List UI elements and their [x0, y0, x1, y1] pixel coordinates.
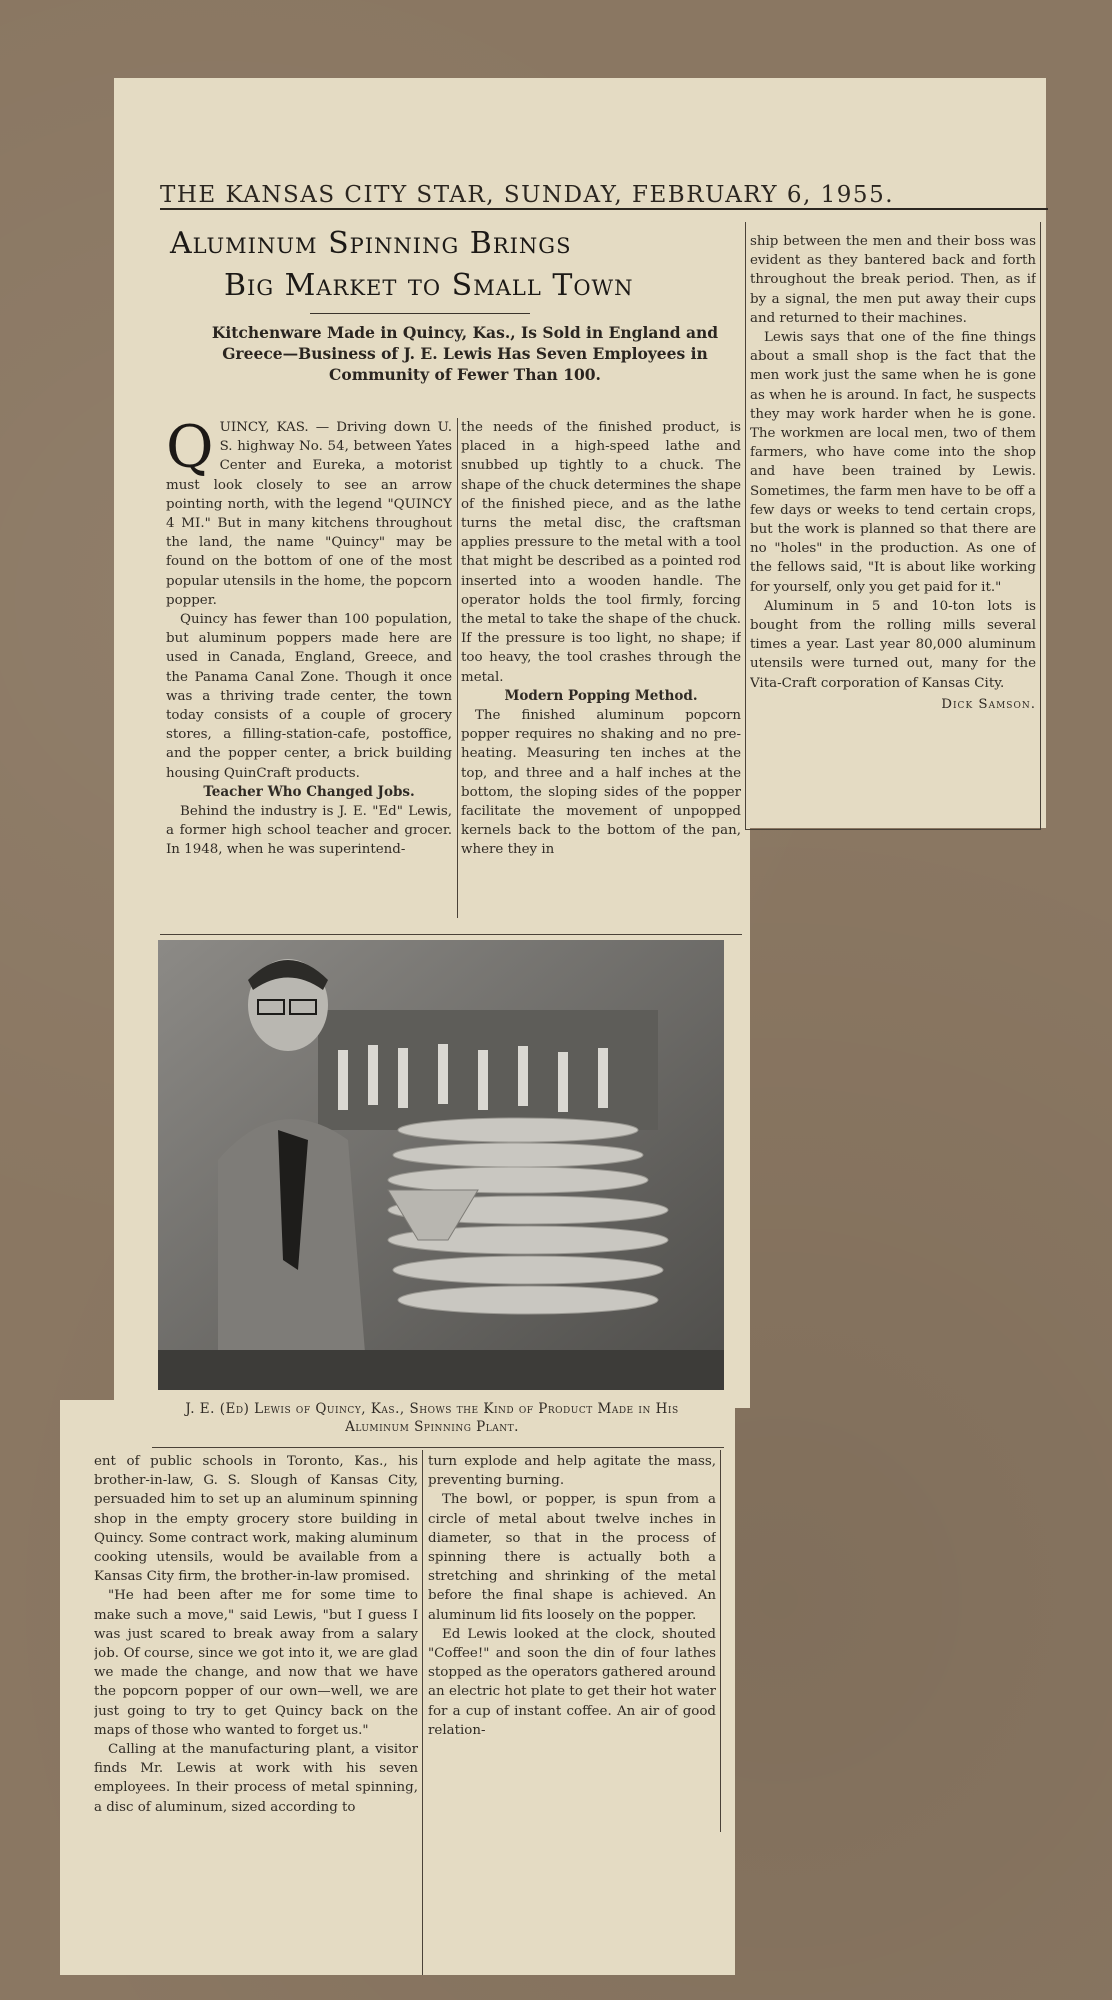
photo-top-rule [160, 934, 742, 935]
headline-line-2: Big Market to Small Town [224, 268, 634, 303]
article-column-1 [166, 418, 452, 928]
paragraph: Aluminum in 5 and 10-ton lots is bought from the rolling mills several times a year. Last year 80,000 aluminum utensils were turned out, many for the Vita-Craft corporation of Kansas City. [750, 598, 1036, 691]
paragraph: Calling at the manufacturing plant, a visitor finds Mr. Lewis at work with his seven employees. In their process of metal spinning, a disc of aluminum, sized according to [94, 1742, 418, 1815]
article-column-2 [461, 418, 741, 928]
caption-bottom-rule [152, 1447, 724, 1448]
photo-illustration [158, 940, 724, 1390]
paragraph: The bowl, or popper, is spun from a circle of metal about twelve inches in diameter, so that in the process of spinning there is actually both a stretching and shrinking of the metal before the final shape is achieved. An aluminum lid fits loosely on the popper. [428, 1492, 716, 1623]
article-column-5 [428, 1452, 716, 1830]
article-column-3 [750, 232, 1036, 826]
paragraph: Ed Lewis looked at the clock, shouted "Coffee!" and soon the din of four lathes stopped as the operators gathered around an electric hot plate to get their hot water for a cup of instant coffee. An air of good relation- [428, 1626, 716, 1738]
paragraph: Behind the industry is J. E. "Ed" Lewis, a former high school teacher and grocer. In 1948, when he was superintend- [166, 804, 452, 858]
column-rule [422, 1450, 423, 1975]
paragraph: Quincy has fewer than 100 population, but aluminum poppers made here are used in Canada, England, Greece, and the Panama Canal Zone. Though it once was a thriving trade center, the town today consists of a couple of grocery stores, a filling-station-cafe, postoffice, and the popper center, a brick building housing QuinCraft products. [166, 612, 452, 781]
paragraph: Lewis says that one of the fine things about a small shop is the fact that the men work just the same when he is gone as when he is around. In fact, he suspects they may work harder when he is gone. The workmen are local men, two of them farmers, who have come into the shop and have been trained by Lewis. Sometimes, the farm men have to be off a few days or weeks to tend certain crops, but the work is planned so that there are no "holes" in the production. As one of the fellows said, "It is about like working for yourself, only you get paid for it." [750, 330, 1036, 595]
drop-cap: Q [166, 418, 214, 481]
column-rule [1040, 222, 1041, 830]
subheading: Modern Popping Method. [504, 687, 698, 704]
subheading: Teacher Who Changed Jobs. [203, 783, 415, 800]
article-column-4 [94, 1452, 418, 1972]
paragraph: ent of public schools in Toronto, Kas., his brother-in-law, G. S. Slough of Kansas City, persuaded him to set up an aluminum spinning shop in the empty grocery store building in Quincy. Some contract work, making aluminum cooking utensils, would be available from a Kansas City firm, the brother-in-law promised. [94, 1454, 418, 1585]
paragraph: ship between the men and their boss was evident as they bantered back and forth throughout the break period. Then, as if by a signal, the men put away their cups and returned to their machines. [750, 234, 1036, 326]
article-deck: Kitchenware Made in Quincy, Kas., Is Sold in England and Greece—Business of J. E. Lewis Has Seven Employees in Community of Fewer Than 100. [211, 323, 719, 384]
photo-caption: J. E. (Ed) Lewis of Quincy, Kas., Shows the Kind of Product Made in His Aluminum Spinning Plant. [185, 1401, 679, 1435]
column-end-rule [745, 829, 1041, 830]
paragraph: The finished aluminum popcorn popper requires no shaking and no pre-heating. Measuring ten inches at the top, and three and a half inches at the bottom, the sloping sides of the popper facilitate the movement of unpopped kernels back to the bottom of the pan, where they in [461, 708, 741, 858]
paragraph: UINCY, KAS. — Driving down U. S. highway No. 54, between Yates Center and Eureka, a motorist must look closely to see an arrow pointing north, with the legend "QUINCY 4 MI." But in many kitchens throughout the land, the name "Quincy" may be found on the bottom of one of the most popular utensils in the home, the popcorn popper. [166, 420, 452, 608]
column-rule [457, 418, 458, 918]
newspaper-masthead: THE KANSAS CITY STAR, SUNDAY, FEBRUARY 6, 1955. [160, 182, 1048, 210]
column-rule [720, 1450, 721, 1832]
column-rule [745, 222, 746, 830]
paragraph: turn explode and help agitate the mass, preventing burning. [428, 1454, 716, 1489]
lewis-photo [158, 940, 724, 1390]
headline-divider [310, 313, 530, 314]
paragraph: "He had been after me for some time to make such a move," said Lewis, "but I guess I was just scared to break away from a salary job. Of course, since we got into it, we are glad we made the change, and now that we have the popcorn popper of our own—well, we are just going to try to get Quincy back on the maps of those who wanted to forget us." [94, 1588, 418, 1738]
byline: Dick Samson. [941, 696, 1036, 712]
headline-line-1: Aluminum Spinning Brings [170, 226, 572, 261]
paragraph: the needs of the finished product, is placed in a high-speed lathe and snubbed up tightly to a chuck. The shape of the chuck determines the shape of the finished piece, and as the lathe turns the metal disc, the craftsman applies pressure to the metal with a tool that might be described as a pointed rod inserted into a wooden handle. The operator holds the tool firmly, forcing the metal to take the shape of the chuck. If the pressure is too light, no shape; if too heavy, the tool crashes through the metal. [461, 420, 741, 685]
